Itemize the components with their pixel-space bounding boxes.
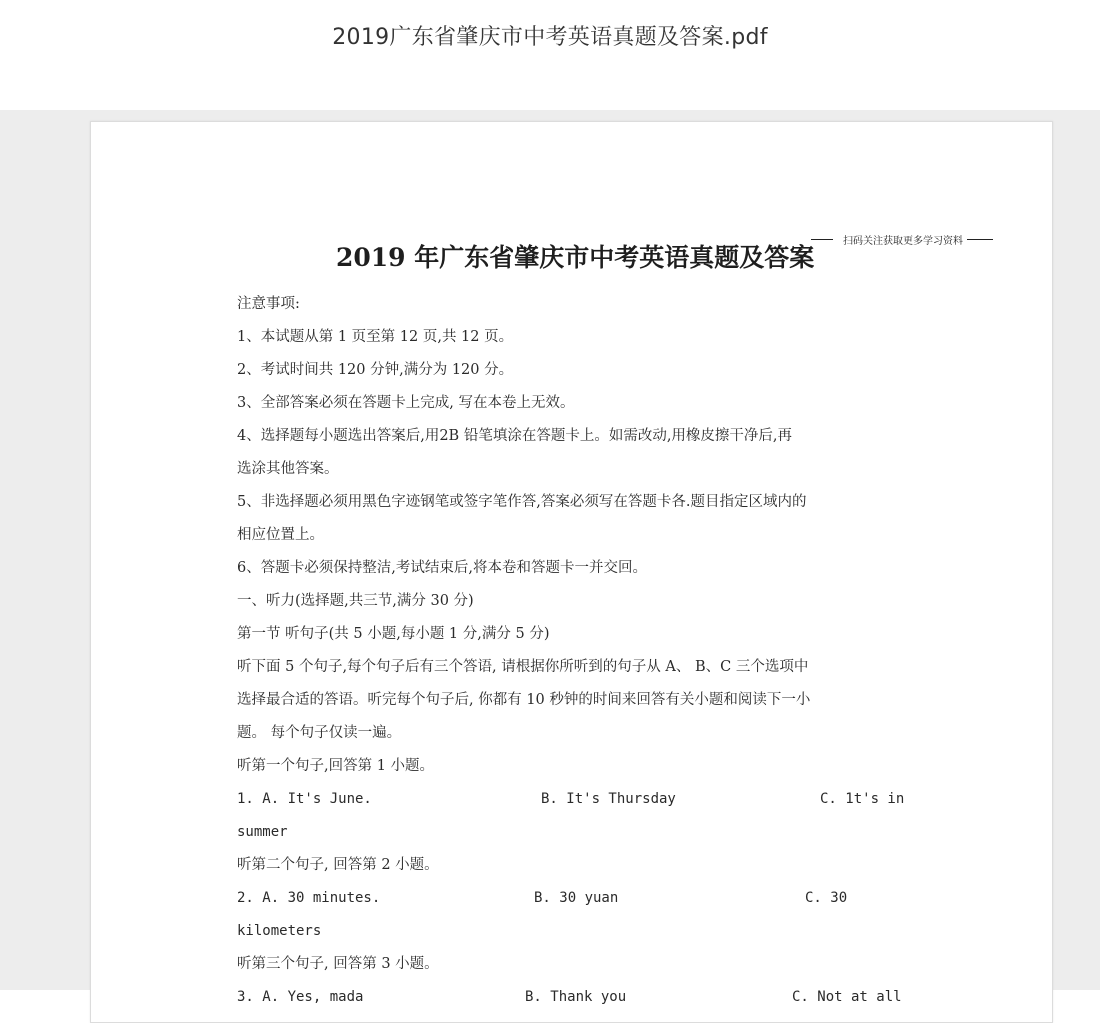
question-1-options (237, 783, 917, 816)
qr-note (811, 232, 993, 247)
option-a: 1. A. It's June. (237, 791, 372, 807)
question-intro: 听第一个句子,回答第 1 小题。 (237, 758, 435, 774)
notice-item-continued: 选涂其他答案。 (237, 461, 339, 477)
instructions-line: 选择最合适的答语。听完每个句子后, 你都有 10 秒钟的时间来回答有关小题和阅读下一小 (237, 692, 811, 708)
pdf-page (90, 121, 1053, 1023)
option-b: B. It's Thursday (541, 791, 676, 807)
notice-item: 3、全部答案必须在答题卡上完成, 写在本卷上无效。 (237, 395, 575, 411)
option-continued: kilometers (237, 923, 322, 939)
pdf-viewer[interactable] (0, 110, 1100, 1005)
option-b: B. Thank you (525, 989, 627, 1005)
notice-item: 5、非选择题必须用黑色字迹钢笔或签字笔作答,答案必须写在答题卡各.题目指定区域内的 (237, 494, 807, 510)
notice-item: 6、答题卡必须保持整洁,考试结束后,将本卷和答题卡一并交回。 (237, 560, 647, 576)
viewer-header (0, 0, 1100, 110)
notice-item: 1、本试题从第 1 页至第 12 页,共 12 页。 (237, 329, 514, 345)
notice-item: 4、选择题每小题选出答案后,用2B 铅笔填涂在答题卡上。如需改动,用橡皮擦干净后,再 (237, 428, 793, 444)
file-title: 2019广东省肇庆市中考英语真题及答案.pdf (332, 25, 768, 50)
question-2-options (237, 882, 917, 915)
notice-item-continued: 相应位置上。 (237, 527, 324, 543)
option-c: C. 1t's in (820, 791, 905, 807)
subsection-heading: 第一节 听句子(共 5 小题,每小题 1 分,满分 5 分) (237, 626, 550, 642)
document-body (237, 288, 917, 1014)
option-c: C. 30 (805, 890, 848, 906)
option-c: C. Not at all (792, 989, 902, 1005)
question-3-options (237, 981, 917, 1014)
qr-note-rule-right (967, 239, 993, 240)
instructions-line: 听下面 5 个句子,每个句子后有三个答语, 请根据你所听到的句子从 A、 B、C 三个选项中 (237, 659, 809, 675)
section-heading: 一、听力(选择题,共三节,满分 30 分) (237, 593, 474, 609)
notice-item: 2、考试时间共 120 分钟,满分为 120 分。 (237, 362, 514, 378)
qr-note-rule-left (811, 239, 833, 240)
question-intro: 听第二个句子, 回答第 2 小题。 (237, 857, 439, 873)
document-title: 2019 年广东省肇庆市中考英语真题及答案 (336, 243, 815, 272)
option-b: B. 30 yuan (534, 890, 619, 906)
instructions-line: 题。 每个句子仅读一遍。 (237, 725, 402, 741)
question-intro: 听第三个句子, 回答第 3 小题。 (237, 956, 439, 972)
qr-note-text: 扫码关注获取更多学习资料 (843, 236, 963, 247)
option-continued: summer (237, 824, 288, 840)
option-a: 3. A. Yes, mada (237, 989, 364, 1005)
option-a: 2. A. 30 minutes. (237, 890, 381, 906)
notice-heading: 注意事项: (237, 296, 300, 312)
